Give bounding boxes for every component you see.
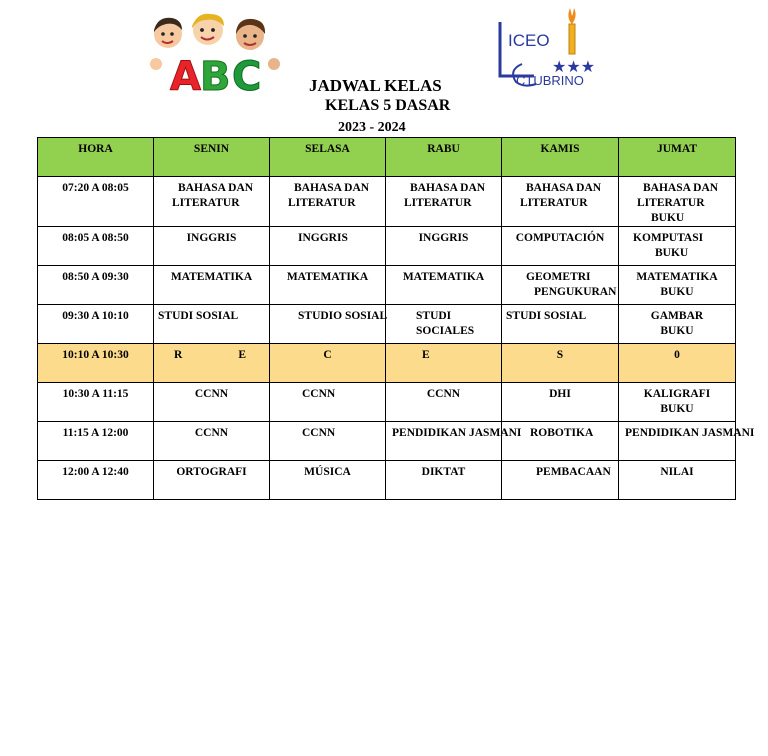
subject-cell: MATEMATIKA	[154, 266, 270, 305]
time-cell: 07:20 A 08:05	[38, 177, 154, 227]
subject-cell: PENDIDIKAN JASMANI	[386, 422, 502, 461]
schedule-title: JADWAL KELAS	[309, 76, 442, 95]
time-cell: 08:50 A 09:30	[38, 266, 154, 305]
subject-cell: BAHASA DAN LITERATUR	[386, 177, 502, 227]
subject-cell: GAMBAR BUKU	[619, 305, 736, 344]
svg-text:A: A	[170, 54, 201, 94]
table-row	[38, 422, 736, 461]
column-header-jumat: JUMAT	[619, 138, 736, 177]
subject-cell: STUDI SOSIAL	[154, 305, 270, 344]
subject-cell: MATEMATIKA	[270, 266, 386, 305]
time-cell: 11:15 A 12:00	[38, 422, 154, 461]
subject-cell: GEOMETRI PENGUKURAN	[502, 266, 619, 305]
column-header-rabu: RABU	[386, 138, 502, 177]
column-header-kamis: KAMIS	[502, 138, 619, 177]
subject-cell: STUDI SOCIALES	[386, 305, 502, 344]
subject-cell: MATEMATIKA BUKU	[619, 266, 736, 305]
table-row	[38, 461, 736, 500]
subject-cell: MÚSICA	[270, 461, 386, 500]
time-cell: 08:05 A 08:50	[38, 227, 154, 266]
break-cell: E	[386, 344, 502, 383]
break-cell: R E	[154, 344, 270, 383]
subject-cell: ORTOGRAFI	[154, 461, 270, 500]
table-row	[38, 266, 736, 305]
subject-cell: CCNN	[270, 383, 386, 422]
svg-text:ICEO: ICEO	[508, 31, 550, 50]
subject-cell: INGGRIS	[386, 227, 502, 266]
class-title: KELAS 5 DASAR	[325, 97, 451, 114]
break-cell: S	[502, 344, 619, 383]
subject-cell: DHI	[502, 383, 619, 422]
break-cell: C	[270, 344, 386, 383]
subject-cell: STUDIO SOSIAL	[270, 305, 386, 344]
school-year: 2023 - 2024	[338, 120, 406, 135]
column-header-selasa: SELASA	[270, 138, 386, 177]
break-row	[38, 344, 736, 383]
subject-cell: BAHASA DAN LITERATUR	[502, 177, 619, 227]
table-row	[38, 177, 736, 227]
abc-kids-logo	[146, 10, 284, 94]
table-header-row	[38, 138, 736, 177]
subject-cell: NILAI	[619, 461, 736, 500]
subject-cell: MATEMATIKA	[386, 266, 502, 305]
subject-cell: STUDI SOSIAL	[502, 305, 619, 344]
liceo-logo	[494, 6, 606, 90]
subject-cell: CCNN	[154, 383, 270, 422]
time-cell: 10:10 A 10:30	[38, 344, 154, 383]
time-cell: 09:30 A 10:10	[38, 305, 154, 344]
subject-cell: PEMBACAAN	[502, 461, 619, 500]
subject-cell: KOMPUTASI BUKU	[619, 227, 736, 266]
subject-cell: PENDIDIKAN JASMANI	[619, 422, 736, 461]
subject-cell: CCNN	[386, 383, 502, 422]
subject-cell: INGGRIS	[154, 227, 270, 266]
table-row	[38, 227, 736, 266]
time-cell: 10:30 A 11:15	[38, 383, 154, 422]
svg-text:B: B	[200, 54, 231, 94]
column-header-senin: SENIN	[154, 138, 270, 177]
break-cell: 0	[619, 344, 736, 383]
column-header-hora: HORA	[38, 138, 154, 177]
subject-cell: BAHASA DAN LITERATUR	[154, 177, 270, 227]
schedule-table	[37, 137, 755, 500]
time-cell: 12:00 A 12:40	[38, 461, 154, 500]
subject-cell: CCNN	[270, 422, 386, 461]
table-row	[38, 383, 736, 422]
subject-cell: INGGRIS	[270, 227, 386, 266]
subject-cell: COMPUTACIÓN	[502, 227, 619, 266]
subject-cell: KALIGRAFI BUKU	[619, 383, 736, 422]
table-row	[38, 305, 736, 344]
subject-cell: CCNN	[154, 422, 270, 461]
svg-text:C: C	[232, 54, 262, 94]
subject-cell: BAHASA DAN LITERATUR	[270, 177, 386, 227]
svg-text:CTUBRINO: CTUBRINO	[516, 73, 584, 88]
subject-cell: ROBOTIKA	[502, 422, 619, 461]
subject-cell: DIKTAT	[386, 461, 502, 500]
svg-text:★★★: ★★★	[552, 57, 596, 76]
subject-cell: BAHASA DAN LITERATUR BUKU	[619, 177, 736, 227]
